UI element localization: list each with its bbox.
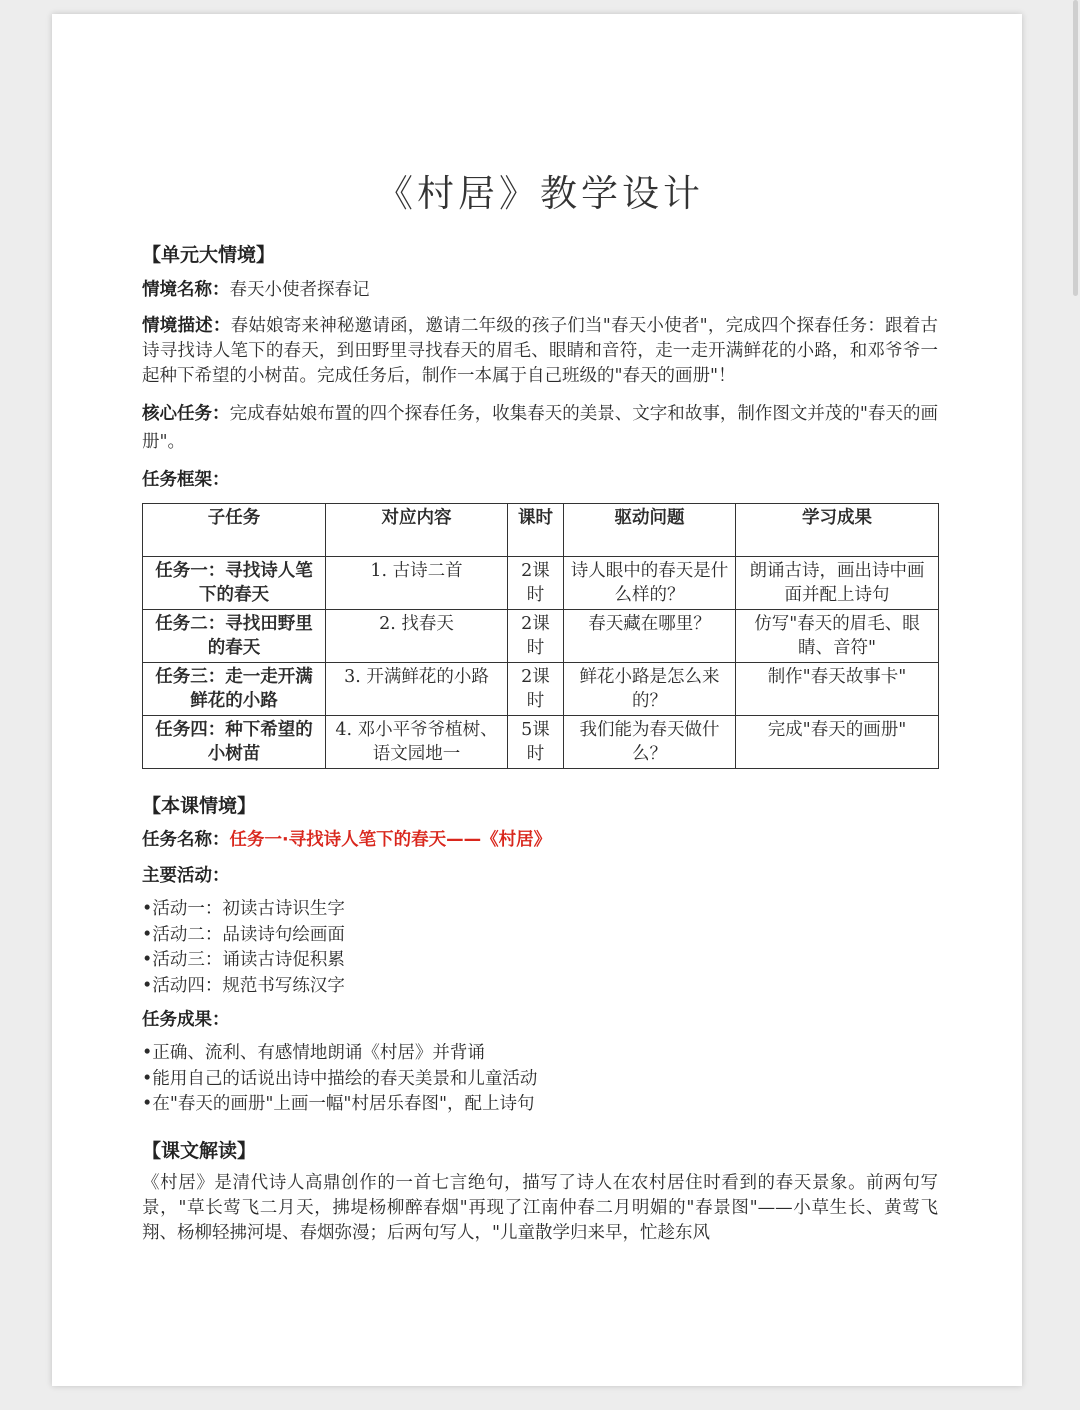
results-label: 任务成果： (142, 1010, 230, 1030)
cell-question: 诗人眼中的春天是什么样的？ (564, 557, 736, 610)
scenario-description-label: 情境描述： (142, 316, 231, 336)
scenario-name-label: 情境名称： (142, 280, 230, 300)
core-task-label: 核心任务： (142, 404, 230, 424)
header-content: 对应内容 (326, 504, 508, 557)
list-item: • 活动一：初读古诗识生字 (142, 897, 938, 923)
scrollbar[interactable] (1073, 0, 1078, 296)
lesson-task-label: 任务名称： (142, 830, 230, 850)
cell-outcome: 制作"春天故事卡" (736, 663, 939, 716)
text-interpretation-body: 《村居》是清代诗人高鼎创作的一首七言绝句，描写了诗人在农村居住时看到的春天景象。前两句写景，"草长莺飞二月天，拂堤杨柳醉春烟"再现了江南仲春二月明媚的"春景图"——小草生长、黄莺飞翔、杨柳轻拂河堤、春烟弥漫；后两句写人，"儿童散学归来早，忙趁东风 (142, 1172, 938, 1243)
cell-hours: 5课时 (508, 716, 564, 769)
cell-task: 任务三：走一走开满鲜花的小路 (143, 663, 326, 716)
list-item: • 在"春天的画册"上画一幅"村居乐春图"，配上诗句 (142, 1092, 938, 1118)
results-list (142, 1041, 938, 1118)
table-row (143, 716, 939, 769)
task-framework-table (142, 503, 939, 769)
cell-outcome: 仿写"春天的眉毛、眼睛、音符" (736, 610, 939, 663)
text-section-heading: 【课文解读】 (142, 1139, 257, 1162)
cell-task: 任务四：种下希望的小树苗 (143, 716, 326, 769)
scenario-description-value: 春姑娘寄来神秘邀请函，邀请二年级的孩子们当"春天小使者"，完成四个探春任务：跟着古诗寻找诗人笔下的春天，到田野里寻找春天的眉毛、眼睛和音符，走一走开满鲜花的小路，和邓爷爷一起种下希望的小树苗。完成任务后，制作一本属于自己班级的"春天的画册"！ (142, 316, 938, 386)
list-item: • 活动三：诵读古诗促积累 (142, 948, 938, 974)
cell-question: 我们能为春天做什么？ (564, 716, 736, 769)
task-framework-label: 任务框架： (142, 470, 230, 490)
header-question: 驱动问题 (564, 504, 736, 557)
activities-list (142, 897, 938, 999)
core-task (142, 400, 938, 456)
document-content (142, 164, 938, 1246)
list-item: • 活动四：规范书写练汉字 (142, 974, 938, 1000)
scenario-name (142, 278, 938, 303)
document-title: 《村居》教学设计 (376, 172, 704, 215)
cell-question: 春天藏在哪里？ (564, 610, 736, 663)
unit-section-heading: 【单元大情境】 (142, 244, 276, 266)
lesson-section-heading: 【本课情境】 (142, 795, 257, 817)
cell-outcome: 完成"春天的画册" (736, 716, 939, 769)
table-header-row (143, 504, 939, 557)
list-item: • 活动二：品读诗句绘画面 (142, 923, 938, 949)
cell-task: 任务一：寻找诗人笔下的春天 (143, 557, 326, 610)
core-task-value: 完成春姑娘布置的四个探春任务，收集春天的美景、文字和故事，制作图文并茂的"春天的画册"。 (142, 404, 939, 452)
cell-outcome: 朗诵古诗，画出诗中画面并配上诗句 (736, 557, 939, 610)
cell-content: 4. 邓小平爷爷植树、语文园地一 (326, 716, 508, 769)
scenario-description (142, 314, 938, 389)
header-outcome: 学习成果 (736, 504, 939, 557)
list-item: • 正确、流利、有感情地朗诵《村居》并背诵 (142, 1041, 938, 1067)
header-hours: 课时 (508, 504, 564, 557)
cell-hours: 2课时 (508, 557, 564, 610)
table-row (143, 663, 939, 716)
cell-content: 2. 找春天 (326, 610, 508, 663)
table-row (143, 610, 939, 663)
cell-question: 鲜花小路是怎么来的？ (564, 663, 736, 716)
lesson-task-name (142, 828, 938, 853)
cell-content: 3. 开满鲜花的小路 (326, 663, 508, 716)
header-subtask: 子任务 (143, 504, 326, 557)
list-item: • 能用自己的话说出诗中描绘的春天美景和儿童活动 (142, 1067, 938, 1093)
cell-hours: 2课时 (508, 610, 564, 663)
cell-hours: 2课时 (508, 663, 564, 716)
table-row (143, 557, 939, 610)
document-page (52, 14, 1022, 1386)
lesson-task-value: 任务一·寻找诗人笔下的春天——《村居》 (229, 830, 552, 850)
cell-content: 1. 古诗二首 (326, 557, 508, 610)
cell-task: 任务二：寻找田野里的春天 (143, 610, 326, 663)
scenario-name-value: 春天小使者探春记 (229, 280, 370, 300)
activities-label: 主要活动： (142, 866, 230, 886)
